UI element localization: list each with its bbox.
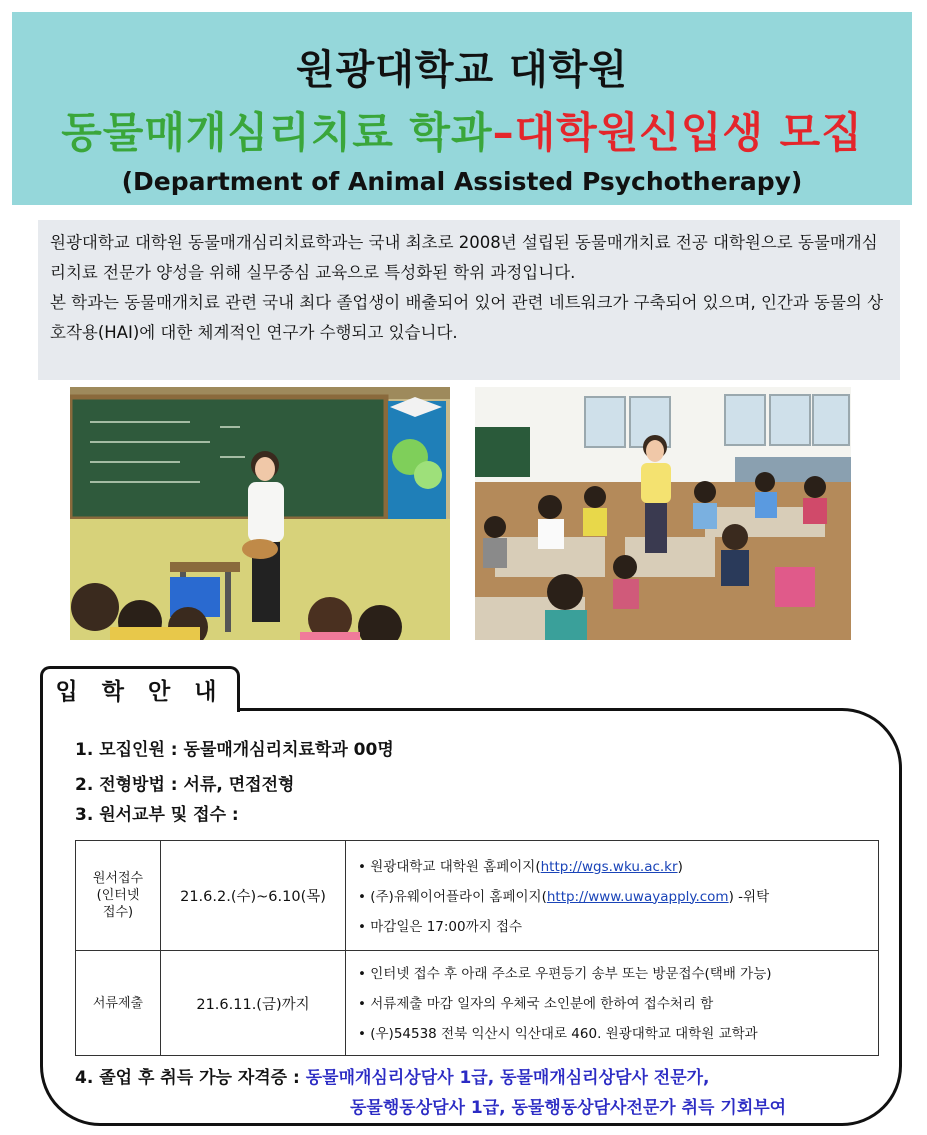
application-item: 3. 원서교부 및 접수 : xyxy=(75,805,239,825)
line-text: • 원광대학교 대학원 홈페이지( xyxy=(358,858,541,875)
title-dash: – xyxy=(492,108,515,157)
certificate-value-line1: 동물매개심리상담사 1급, 동물매개심리상담사 전문가, xyxy=(305,1068,710,1088)
certificate-value-line2: 동물행동상담사 1급, 동물행동상담사전문가 취득 기회부여 xyxy=(350,1098,787,1118)
classroom-illustration-left xyxy=(70,387,450,640)
recruit-label: 대학원신입생 모집 xyxy=(514,108,863,157)
wgs-homepage-link[interactable]: http://wgs.wku.ac.kr xyxy=(540,858,678,875)
table-row xyxy=(76,841,879,951)
page-title: 원광대학교 대학원 xyxy=(295,47,629,93)
header-banner xyxy=(12,12,912,205)
intro-box xyxy=(38,220,900,380)
list-item: • (우)54538 전북 익산시 익산대로 460. 원광대학교 대학원 교학과 xyxy=(358,1026,758,1042)
admission-info-tab: 입 학 안 내 xyxy=(40,666,240,712)
line-text: ) -위탁 xyxy=(728,888,770,905)
intro-paragraph-2: 본 학과는 동물매개치료 관련 국내 최다 졸업생이 배출되어 있어 관련 네트워크가 구축되어 있으며, 인간과 동물의 상호작용(HAI)에 대한 체계적인 연구가 수행되고 있습니다. xyxy=(50,293,884,342)
list-item: • 인터넷 접수 후 아래 주소로 우편등기 송부 또는 방문접수(택배 가능) xyxy=(358,966,772,982)
row-label: 서류제출 xyxy=(76,951,161,1056)
department-recruit-title xyxy=(12,100,912,160)
list-item xyxy=(358,882,878,912)
recruit-count-label: 1. 모집인원 : xyxy=(75,740,184,760)
classroom-photo-right xyxy=(475,387,851,640)
certificate-label: 4. 졸업 후 취득 가능 자격증 : xyxy=(75,1068,306,1088)
list-item xyxy=(358,912,878,942)
online-apply-label: 원서접수 (인터넷 접수) xyxy=(92,871,144,920)
list-item: • 서류제출 마감 일자의 우체국 소인분에 한하여 접수처리 함 xyxy=(358,996,714,1012)
department-name: 동물매개심리치료 학과 xyxy=(61,108,493,157)
recruit-count-value: 동물매개심리치료학과 00명 xyxy=(183,740,394,760)
row-date: 21.6.11.(금)까지 xyxy=(161,951,346,1056)
list-item xyxy=(358,852,878,882)
selection-method-item xyxy=(75,770,294,795)
english-title: (Department of Animal Assisted Psychotherapy) xyxy=(121,167,803,196)
recruit-count-item xyxy=(75,735,394,760)
table-row xyxy=(76,951,879,1056)
selection-method-label: 2. 전형방법 : xyxy=(75,775,184,795)
intro-paragraph-1: 원광대학교 대학원 동물매개심리치료학과는 국내 최초로 2008년 설립된 동물매개치료 전공 대학원으로 동물매개심리치료 전문가 양성을 위해 실무중심 교육으로 특성화된 학위 과정입니다. xyxy=(50,233,878,282)
line-text: ) xyxy=(677,858,683,875)
uwayapply-homepage-link[interactable]: http://www.uwayapply.com xyxy=(546,888,729,905)
application-schedule-table xyxy=(75,840,879,1056)
certificate-item xyxy=(75,1063,710,1088)
row-date: 21.6.2.(수)~6.10(목) xyxy=(161,841,346,951)
row-details xyxy=(346,951,879,1056)
classroom-photo-left xyxy=(70,387,450,640)
row-label xyxy=(76,841,161,951)
line-text: • (주)유웨이어플라이 홈페이지( xyxy=(358,888,547,905)
classroom-illustration-right xyxy=(475,387,851,640)
selection-method-value: 서류, 면접전형 xyxy=(183,775,295,795)
line-text: • 마감일은 17:00까지 접수 xyxy=(358,918,523,935)
row-details xyxy=(346,841,879,951)
